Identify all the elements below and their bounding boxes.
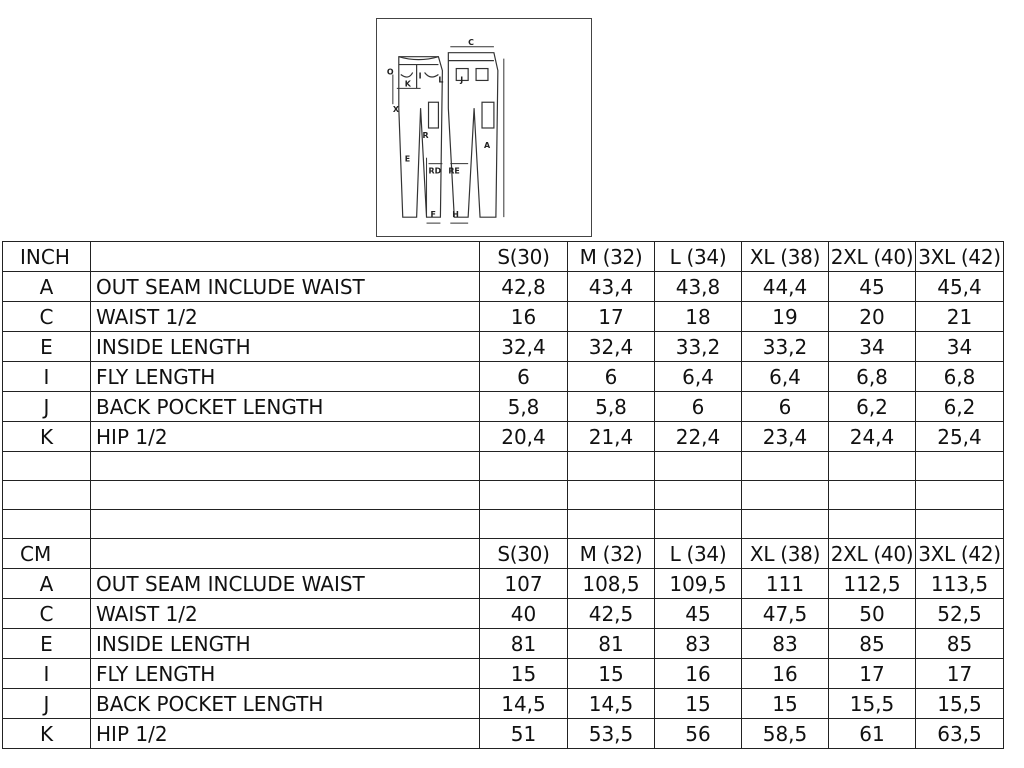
measurement-value: 5,8 [480,392,568,422]
unit-label: CM [3,539,91,569]
measurement-value: 6,2 [916,392,1004,422]
table-row [3,569,1004,599]
measurement-value: 81 [568,629,655,659]
measurement-value: 16 [480,302,568,332]
empty-cell [742,452,829,481]
measurement-value: 56 [655,719,742,749]
table-header-row [3,242,1004,272]
measurement-value: 44,4 [742,272,829,302]
header-blank-cell [91,539,480,569]
measurement-name: WAIST 1/2 [91,599,480,629]
table-row [3,689,1004,719]
diagram-label-j: J [460,75,464,85]
empty-cell [91,481,480,510]
empty-cell [91,452,480,481]
empty-row [3,452,1004,481]
measurement-value: 15 [568,659,655,689]
measurement-value: 40 [480,599,568,629]
measurement-value: 14,5 [568,689,655,719]
measurement-value: 43,4 [568,272,655,302]
header-blank-cell [91,242,480,272]
measurement-value: 58,5 [742,719,829,749]
measurement-value: 47,5 [742,599,829,629]
diagram-label-e: E [404,154,411,164]
measurement-value: 17 [916,659,1004,689]
empty-cell [480,452,568,481]
measurement-code: J [3,689,91,719]
measurement-value: 45 [829,272,916,302]
table-row [3,392,1004,422]
diagram-label-rd: RD [428,166,442,176]
measurement-value: 85 [829,629,916,659]
measurement-value: 6,4 [655,362,742,392]
diagram-label-r: R [422,130,429,140]
empty-cell [3,481,91,510]
measurement-value: 15,5 [829,689,916,719]
measurement-code: C [3,302,91,332]
measurement-value: 6 [568,362,655,392]
measurement-value: 25,4 [916,422,1004,452]
measurement-value: 6 [742,392,829,422]
measurement-name: OUT SEAM INCLUDE WAIST [91,569,480,599]
measurement-value: 16 [655,659,742,689]
size-header: 3XL (42) [916,242,1004,272]
measurement-value: 24,4 [829,422,916,452]
measurement-value: 15 [480,659,568,689]
empty-cell [829,452,916,481]
measurement-value: 51 [480,719,568,749]
measurement-name: BACK POCKET LENGTH [91,689,480,719]
measurement-value: 6 [655,392,742,422]
measurement-value: 21,4 [568,422,655,452]
measurement-value: 20,4 [480,422,568,452]
measurement-code: A [3,272,91,302]
measurement-value: 19 [742,302,829,332]
measurement-name: FLY LENGTH [91,659,480,689]
empty-cell [3,452,91,481]
empty-cell [916,481,1004,510]
diagram-label-o: O [386,67,394,77]
size-header: XL (38) [742,242,829,272]
diagram-label-l: L [438,75,444,85]
table-row [3,362,1004,392]
measurement-value: 45,4 [916,272,1004,302]
measurement-value: 61 [829,719,916,749]
measurement-value: 113,5 [916,569,1004,599]
measurement-value: 81 [480,629,568,659]
measurement-value: 83 [655,629,742,659]
measurement-value: 6,8 [829,362,916,392]
empty-cell [480,481,568,510]
measurement-value: 112,5 [829,569,916,599]
table-row [3,332,1004,362]
size-chart-body [3,242,1004,749]
empty-cell [568,510,655,539]
measurement-value: 85 [916,629,1004,659]
measurement-name: OUT SEAM INCLUDE WAIST [91,272,480,302]
empty-cell [568,452,655,481]
measurement-code: I [3,362,91,392]
measurement-code: I [3,659,91,689]
measurement-value: 6,4 [742,362,829,392]
measurement-code: K [3,719,91,749]
diagram-label-re: RE [448,166,460,176]
measurement-value: 111 [742,569,829,599]
measurement-value: 6,2 [829,392,916,422]
measurement-value: 18 [655,302,742,332]
empty-cell [829,510,916,539]
measurement-name: FLY LENGTH [91,362,480,392]
size-header: S(30) [480,242,568,272]
measurement-value: 33,2 [742,332,829,362]
size-header: L (34) [655,242,742,272]
table-row [3,719,1004,749]
measurement-value: 50 [829,599,916,629]
measurement-value: 22,4 [655,422,742,452]
empty-cell [480,510,568,539]
table-row [3,302,1004,332]
table-row [3,629,1004,659]
measurement-value: 15 [742,689,829,719]
measurement-name: HIP 1/2 [91,422,480,452]
measurement-value: 23,4 [742,422,829,452]
measurement-value: 21 [916,302,1004,332]
empty-cell [829,481,916,510]
diagram-label-a: A [484,140,491,150]
table-header-row [3,539,1004,569]
diagram-label-h: H [452,210,459,220]
empty-cell [742,510,829,539]
measurement-code: E [3,629,91,659]
size-header: L (34) [655,539,742,569]
empty-cell [655,481,742,510]
diagram-label-k: K [404,79,411,89]
measurement-name: INSIDE LENGTH [91,332,480,362]
measurement-value: 6 [480,362,568,392]
empty-cell [655,452,742,481]
measurement-value: 20 [829,302,916,332]
measurement-value: 6,8 [916,362,1004,392]
size-chart-table [2,241,1004,749]
measurement-value: 34 [829,332,916,362]
measurement-value: 109,5 [655,569,742,599]
measurement-value: 15 [655,689,742,719]
table-row [3,659,1004,689]
size-header: S(30) [480,539,568,569]
measurement-value: 52,5 [916,599,1004,629]
empty-cell [742,481,829,510]
empty-cell [916,510,1004,539]
size-header: 3XL (42) [916,539,1004,569]
measurement-value: 107 [480,569,568,599]
table-row [3,599,1004,629]
empty-cell [568,481,655,510]
measurement-value: 17 [568,302,655,332]
table-row [3,272,1004,302]
size-header: 2XL (40) [829,539,916,569]
empty-row [3,510,1004,539]
measurement-value: 32,4 [568,332,655,362]
measurement-value: 16 [742,659,829,689]
measurement-value: 45 [655,599,742,629]
size-header: M (32) [568,539,655,569]
table-row [3,422,1004,452]
empty-cell [655,510,742,539]
empty-row [3,481,1004,510]
measurement-value: 42,8 [480,272,568,302]
unit-label: INCH [3,242,91,272]
measurement-code: J [3,392,91,422]
measurement-value: 43,8 [655,272,742,302]
size-header: 2XL (40) [829,242,916,272]
measurement-value: 53,5 [568,719,655,749]
measurement-value: 34 [916,332,1004,362]
measurement-value: 15,5 [916,689,1004,719]
empty-cell [916,452,1004,481]
diagram-label-x: X [392,105,399,115]
trousers-sketch-icon [377,19,591,236]
measurement-value: 5,8 [568,392,655,422]
measurement-code: C [3,599,91,629]
measurement-value: 14,5 [480,689,568,719]
diagram-label-c: C [468,37,474,47]
measurement-code: A [3,569,91,599]
measurement-name: BACK POCKET LENGTH [91,392,480,422]
measurement-value: 32,4 [480,332,568,362]
trousers-measurement-diagram [376,18,592,237]
measurement-value: 17 [829,659,916,689]
size-header: M (32) [568,242,655,272]
measurement-value: 83 [742,629,829,659]
diagram-label-i: I [418,71,422,81]
measurement-value: 63,5 [916,719,1004,749]
measurement-value: 42,5 [568,599,655,629]
measurement-code: K [3,422,91,452]
empty-cell [3,510,91,539]
empty-cell [91,510,480,539]
measurement-value: 108,5 [568,569,655,599]
measurement-value: 33,2 [655,332,742,362]
size-header: XL (38) [742,539,829,569]
measurement-name: HIP 1/2 [91,719,480,749]
diagram-label-f: F [430,210,436,220]
measurement-name: INSIDE LENGTH [91,629,480,659]
measurement-name: WAIST 1/2 [91,302,480,332]
measurement-code: E [3,332,91,362]
